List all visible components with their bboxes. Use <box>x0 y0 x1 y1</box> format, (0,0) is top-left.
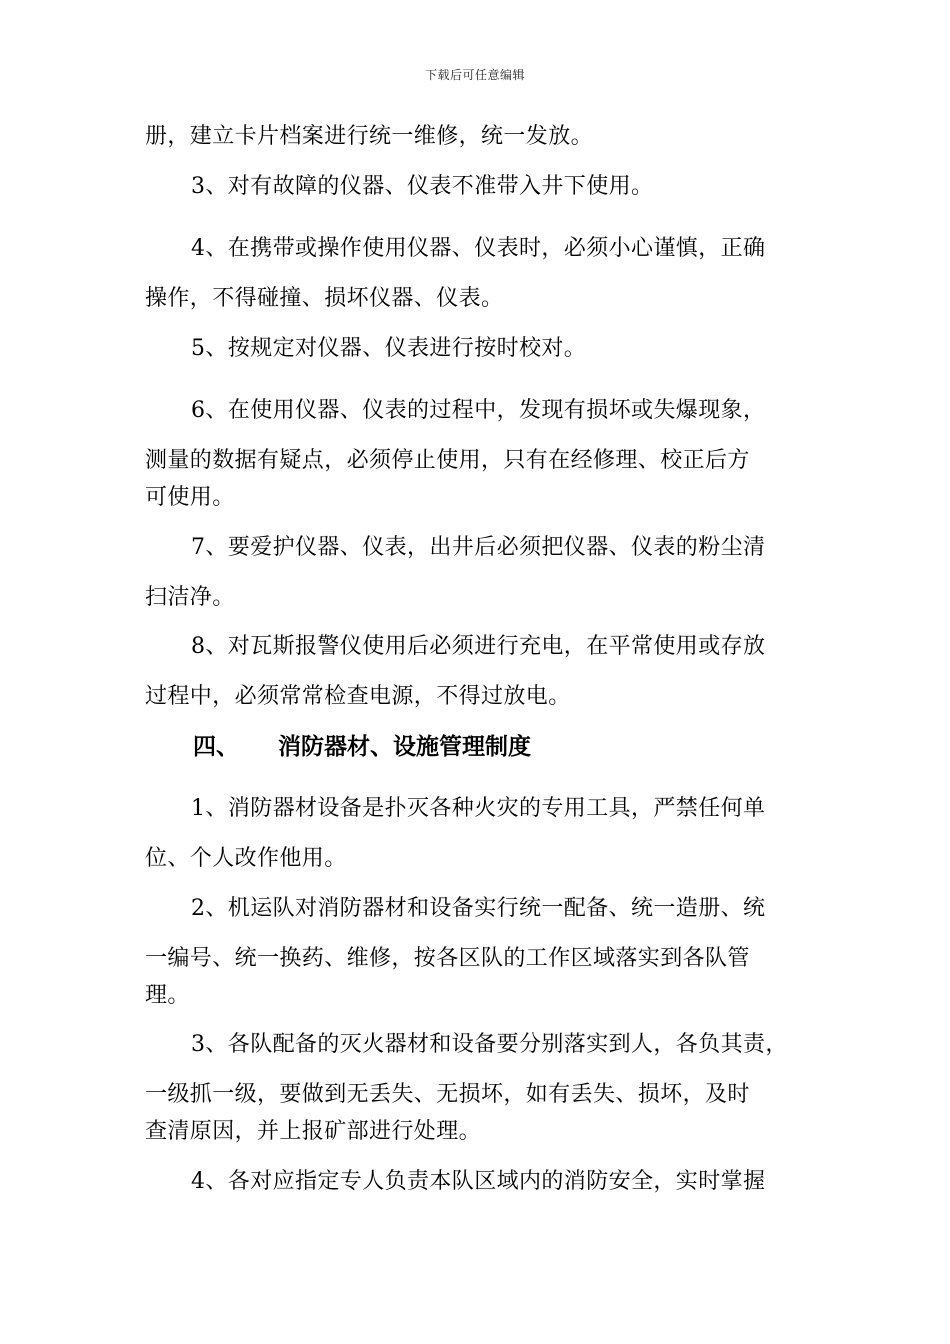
text-line: 操作，不得碰撞、损坏仪器、仪表。 <box>145 286 504 311</box>
text-line: 一编号、统一换药、维修，按各区队的工作区域落实到各队管 <box>145 946 750 971</box>
text-line: 查清原因，并上报矿部进行处理。 <box>145 1119 482 1144</box>
text-line: 扫洁净。 <box>145 585 235 610</box>
text-line: 可使用。 <box>145 485 235 510</box>
section-title: 消防器材、设施管理制度 <box>278 734 531 760</box>
text-line: 一级抓一级，要做到无丢失、无损坏，如有丢失、损坏，及时 <box>145 1082 750 1107</box>
text-line: 过程中，必须常常检查电源，不得过放电。 <box>145 684 571 709</box>
page-header: 下载后可任意编辑 <box>424 68 525 82</box>
text-line: 1、消防器材设备是扑灭各种火灾的专用工具，严禁任何单 <box>191 796 766 821</box>
text-line: 4、在携带或操作使用仪器、仪表时，必须小心谨慎，正确 <box>191 236 766 261</box>
text-line: 7、要爱护仪器、仪表，出井后必须把仪器、仪表的粉尘清 <box>191 535 766 560</box>
text-line: 4、各对应指定专人负责本队区域内的消防安全，实时掌握 <box>191 1169 766 1194</box>
text-line: 测量的数据有疑点，必须停止使用，只有在经修理、校正后方 <box>145 448 750 473</box>
text-line: 位、个人改作他用。 <box>145 846 347 871</box>
text-line: 理。 <box>145 983 190 1008</box>
text-line: 5、按规定对仪器、仪表进行按时校对。 <box>191 336 587 361</box>
section-number: 四、 <box>193 734 239 760</box>
text-line: 6、在使用仪器、仪表的过程中，发现有损坏或失爆现象， <box>191 398 766 423</box>
text-line: 2、机运队对消防器材和设备实行统一配备、统一造册、统 <box>191 896 766 921</box>
text-line: 8、对瓦斯报警仪使用后必须进行充电，在平常使用或存放 <box>191 634 766 659</box>
text-line: 册，建立卡片档案进行统一维修，统一发放。 <box>145 124 594 149</box>
text-line: 3、各队配备的灭火器材和设备要分别落实到人，各负其责， <box>191 1032 788 1057</box>
text-line: 3、对有故障的仪器、仪表不准带入井下使用。 <box>191 174 654 199</box>
